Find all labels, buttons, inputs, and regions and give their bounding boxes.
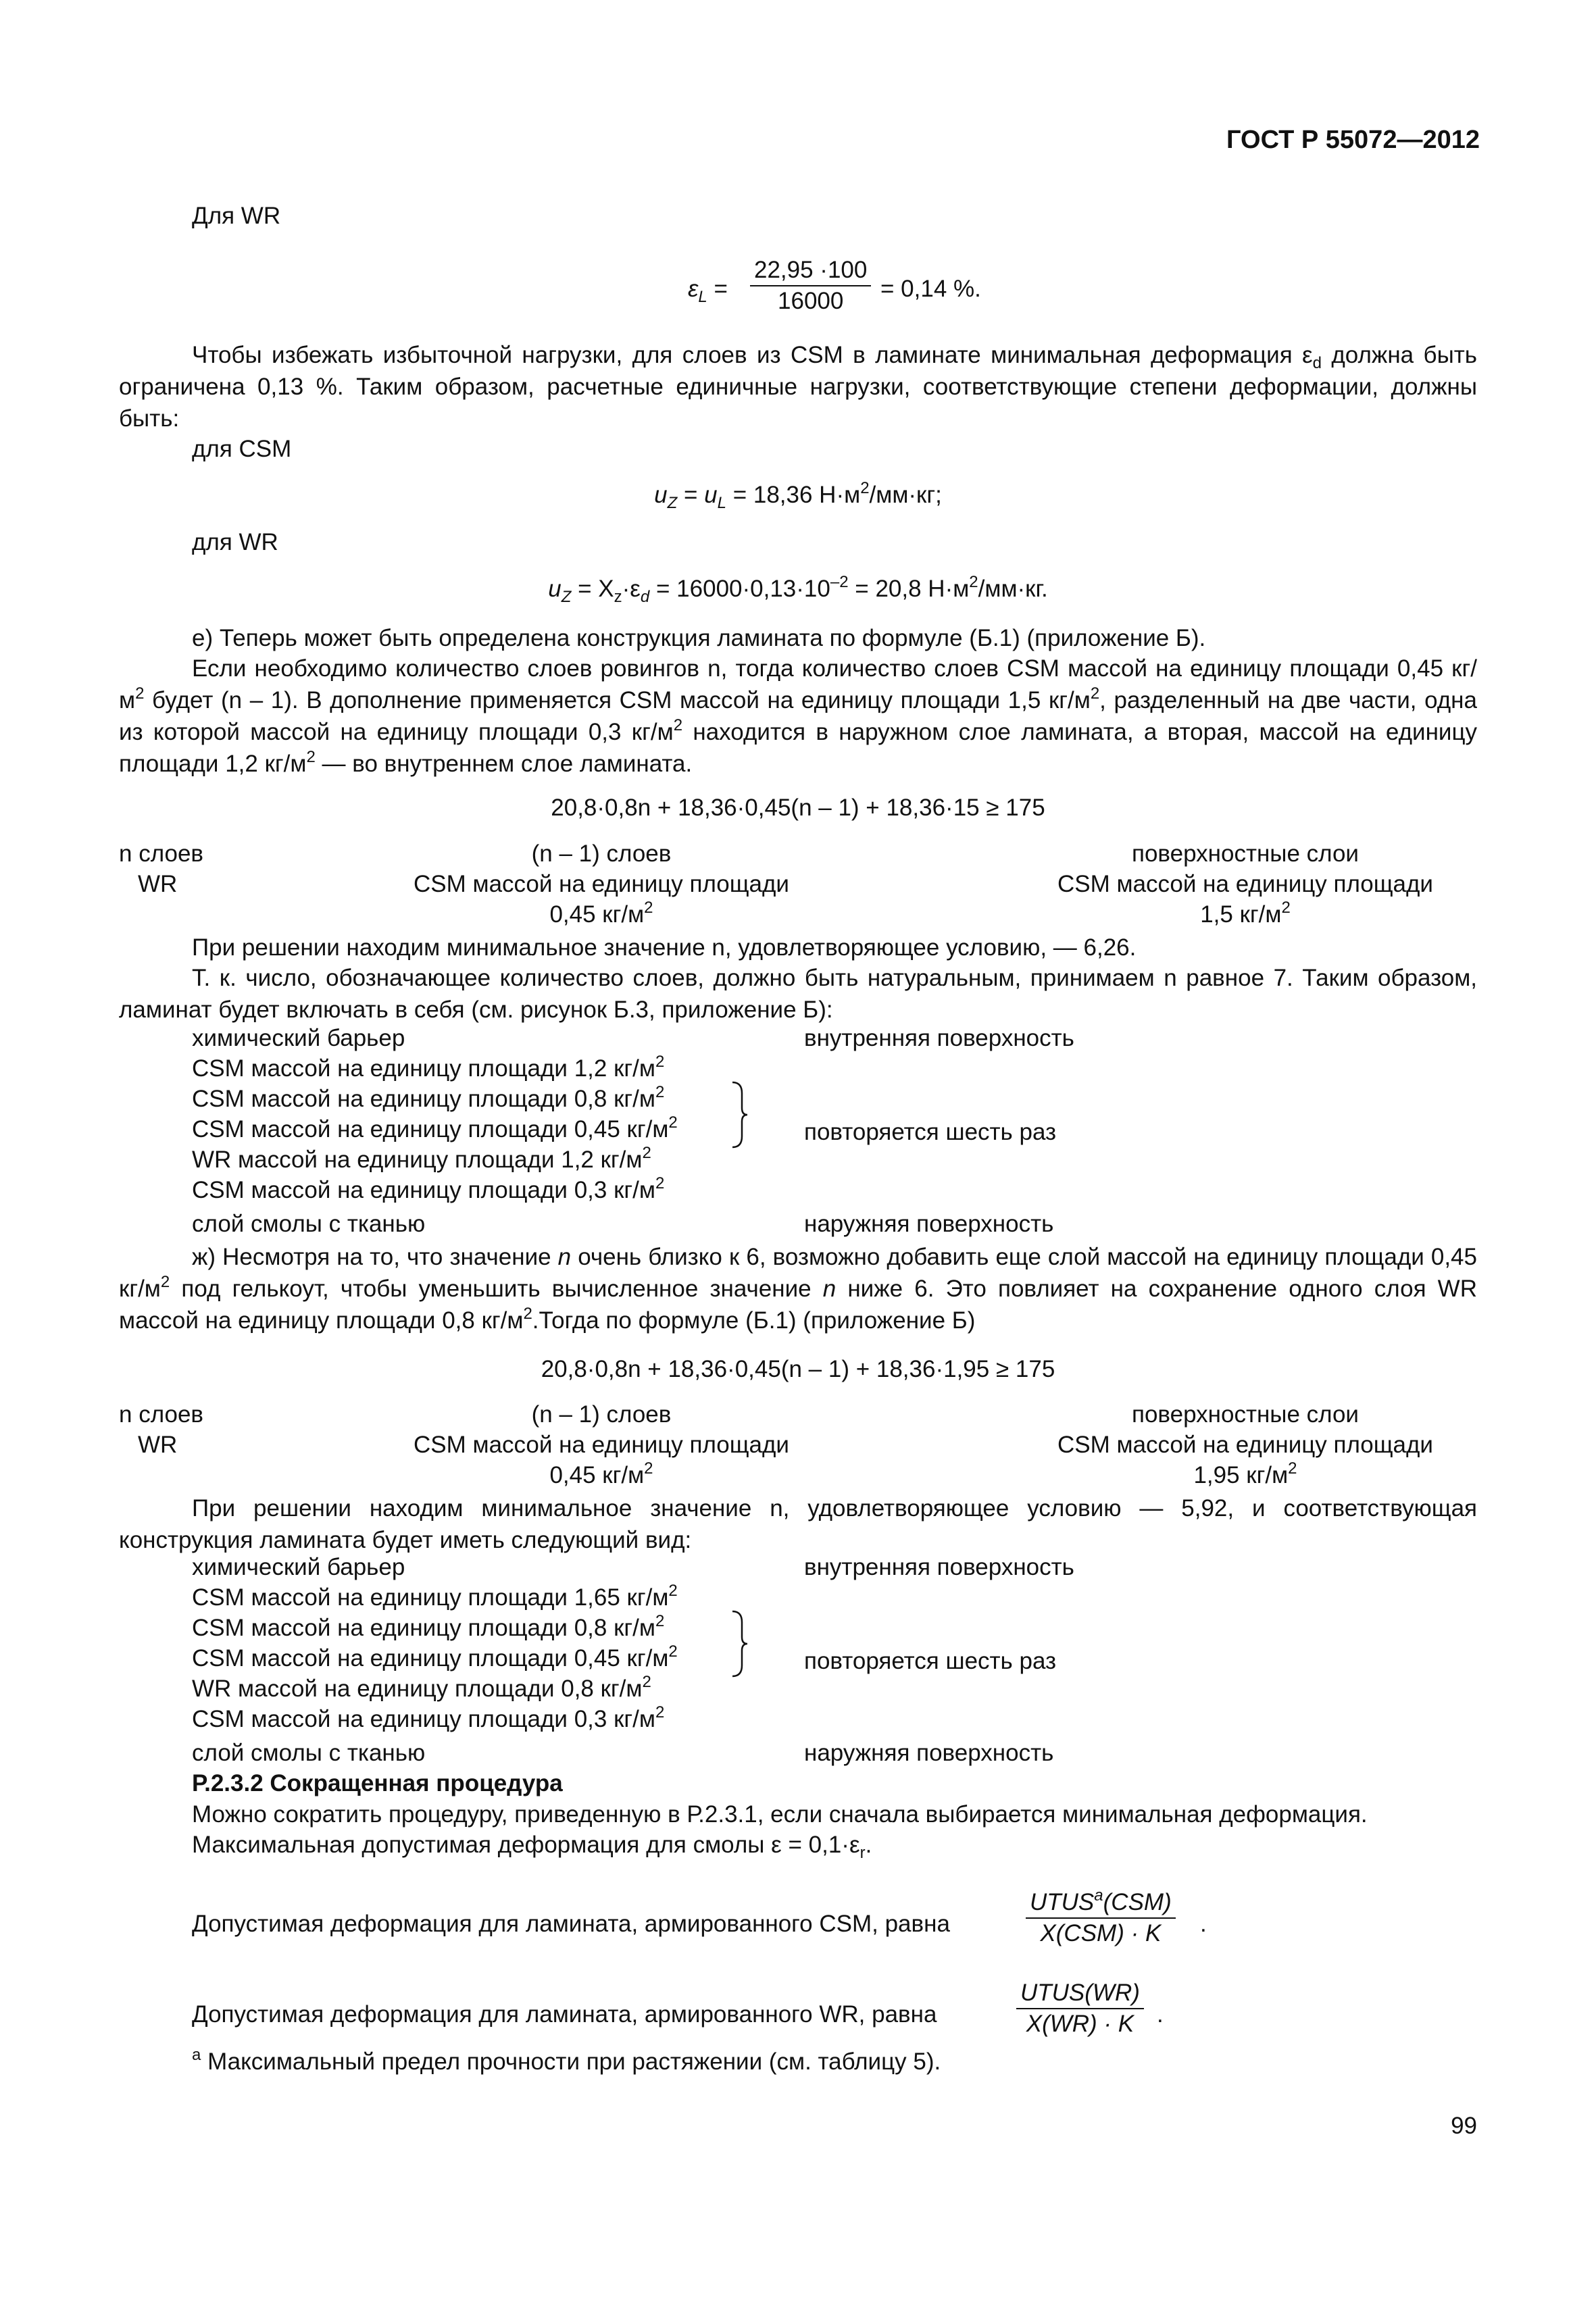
short-procedure-line-1: Можно сократить процедуру, приведенную в Р.2.3.1, если сначала выбирается минимальная деформация. <box>192 1801 1368 1828</box>
legend1-surface-layers: поверхностные слои <box>1132 840 1359 867</box>
list2-csm-08: CSM массой на единицу площади 0,8 $кг/м^2$ <box>192 1612 665 1641</box>
paragraph-solve-2: При решении находим минимальное значение n, удовлетворяющее условию — 5,92, и соответствующая конструкция ламината будет иметь следующий вид: <box>119 1495 1477 1553</box>
eq1-denominator: 16000 <box>778 288 844 314</box>
legend1-wr: WR <box>138 871 178 897</box>
wr-strain-end: . <box>1157 2001 1164 2028</box>
list1-chemical-barrier: химический барьер <box>192 1025 405 1051</box>
list1-inner-surface: внутренняя поверхность <box>804 1025 1074 1051</box>
list1-csm-08: CSM массой на единицу площади 0,8 $кг/м^2$ <box>192 1083 665 1112</box>
list1-repeats-six: повторяется шесть раз <box>804 1119 1057 1145</box>
list2-outer-surface: наружняя поверхность <box>804 1740 1054 1766</box>
inequality-1: 20,8·0,8n + 18,36·0,45(n – 1) + 18,36·15 ≥ 175 <box>551 795 1045 821</box>
list1-outer-surface: наружняя поверхность <box>804 1211 1054 1237</box>
legend1-n-layers: n слоев <box>119 840 204 867</box>
label-for-csm: для CSM <box>192 436 292 462</box>
eq2-uz-ul: $u_Z = u_L = 18,36$ $Н\cdot м^2/мм\cdot кг$; <box>654 479 942 512</box>
legend1-surface-csm: CSM массой на единицу площади <box>1057 871 1433 897</box>
legend1-csm-mass: CSM массой на единицу площади <box>414 871 789 897</box>
list1-wr-12: WR массой на единицу площади 1,2 $кг/м^2$ <box>192 1144 651 1173</box>
list2-resin-layer: слой смолы с тканью <box>192 1740 426 1766</box>
legend2-n-minus-1: (n – 1) слоев <box>531 1401 672 1428</box>
short-procedure-line-2: Максимальная допустимая деформация для смолы $\varepsilon = 0,1\cdot\varepsilon_r$. <box>192 1832 872 1862</box>
legend2-csm-mass: CSM массой на единицу площади <box>414 1432 789 1458</box>
legend2-wr: WR <box>138 1432 178 1458</box>
legend2-surface-csm: CSM массой на единицу площади <box>1057 1432 1433 1458</box>
legend2-csm-045: 0,45 $кг/м^2$ <box>549 1459 653 1488</box>
list2-inner-surface: внутренняя поверхность <box>804 1554 1074 1580</box>
wr-strain-text: Допустимая деформация для ламината, армированного WR, равна <box>192 2001 937 2028</box>
legend2-surface-195: 1,95 $кг/м^2$ <box>1193 1459 1297 1488</box>
label-for-wr-1: Для WR <box>192 203 281 229</box>
eq1-rhs: = 0,14 %. <box>880 276 981 302</box>
list2-csm-165: CSM массой на единицу площади 1,65 $кг/м^2$ <box>192 1582 678 1611</box>
legend1-n-minus-1: (n – 1) слоев <box>531 840 672 867</box>
footnote-a: $^a$ Максимальный предел прочности при растяжении (см. таблицу 5). <box>192 2046 941 2075</box>
list2-csm-03: CSM массой на единицу площади 0,3 $кг/м^2$ <box>192 1703 665 1732</box>
label-for-wr-2: для WR <box>192 529 278 555</box>
list2-chemical-barrier: химический барьер <box>192 1554 405 1580</box>
section-title-short-procedure: Р.2.3.2 Сокращенная процедура <box>192 1770 563 1796</box>
csm-strain-end: . <box>1200 1911 1207 1937</box>
csm-strain-numerator: UTUS$^a$(CSM) <box>1026 1889 1176 1919</box>
list1-resin-layer: слой смолы с тканью <box>192 1211 426 1237</box>
wr-strain-denominator: X(WR) · K <box>1026 2011 1134 2037</box>
csm-strain-fraction <box>1026 1886 1176 1947</box>
legend1-surface-15: 1,5 $кг/м^2$ <box>1200 899 1291 928</box>
legend2-surface-layers: поверхностные слои <box>1132 1401 1359 1428</box>
paragraph-e: е) Теперь может быть определена конструкция ламината по формуле (Б.1) (приложение Б). <box>192 625 1206 651</box>
list1-brace <box>728 1081 749 1149</box>
page-number: 99 <box>1451 2113 1477 2139</box>
inequality-2: 20,8·0,8n + 18,36·0,45(n – 1) + 18,36·1,95 ≥ 175 <box>541 1356 1055 1382</box>
eq1-fraction <box>750 257 871 315</box>
paragraph-layers: Если необходимо количество слоев ровингов n, тогда количество слоев CSM массой на единицу площади 0,45 $кг/м^2$ будет (n – 1). В дополнение применяется CSM массой на единицу площади 1,5 $кг/м^2$, разделенный на две части, одна из которой массой на единицу площади 0,3 $кг/м^2$ находится в наружном слое ламината, а вторая, массой на единицу площади 1,2 $кг/м^2$ — во внутреннем слое ламината. <box>119 655 1478 777</box>
list2-repeats-six: повторяется шесть раз <box>804 1648 1057 1674</box>
legend2-n-layers: n слоев <box>119 1401 204 1428</box>
eq1-numerator: 22,95 ·100 <box>750 257 871 286</box>
list2-wr-08: WR массой на единицу площади 0,8 $кг/м^2$ <box>192 1673 651 1702</box>
legend1-csm-045: 0,45 $кг/м^2$ <box>549 899 653 928</box>
wr-strain-numerator: UTUS(WR) <box>1016 1980 1144 2009</box>
paragraph-natural-number: Т. к. число, обозначающее количество слоев, должно быть натуральным, принимаем n равное 7. Таким образом, ламинат будет включать в себя (см. рисунок Б.3, приложение Б): <box>119 965 1477 1023</box>
eq1-lhs: $\varepsilon_L$ = <box>688 276 728 306</box>
csm-strain-denominator: X(CSM) · K <box>1040 1920 1162 1946</box>
document-header: ГОСТ Р 55072—2012 <box>1226 126 1480 154</box>
paragraph-solve-1: При решении находим минимальное значение n, удовлетворяющее условию, — 6,26. <box>192 934 1137 961</box>
list1-csm-03: CSM массой на единицу площади 0,3 $кг/м^2$ <box>192 1174 665 1203</box>
paragraph-overload: Чтобы избежать избыточной нагрузки, для слоев из CSM в ламинате минимальная деформация $\varepsilon_d$ должна быть ограничена 0,13 %. Таким образом, расчетные единичные нагрузки, соответствующие степени деформации, должны быть: <box>119 342 1477 432</box>
csm-strain-text: Допустимая деформация для ламината, армированного CSM, равна <box>192 1911 950 1937</box>
list1-csm-045: CSM массой на единицу площади 0,45 $кг/м^2$ <box>192 1113 678 1142</box>
paragraph-zh: ж) Несмотря на то, что значение n очень близко к 6, возможно добавить еще слой массой на единицу площади 0,45 $кг/м^2$ под гелькоут, чтобы уменьшить вычисленное значение n ниже 6. Это повлияет на сохранение одного слоя WR массой на единицу площади 0,8 $кг/м^2.Тогда$ по формуле (Б.1) (приложение Б) <box>119 1244 1477 1334</box>
list2-brace <box>728 1610 749 1678</box>
eq3-uz-wr: $u_Z = X_z\cdot\varepsilon_d = 16000\cdot 0,13\cdot 10^{-2} = 20,8$ $Н\cdot м^2/мм\cdot кг$. <box>548 573 1048 606</box>
list1-csm-12: CSM массой на единицу площади 1,2 $кг/м^2$ <box>192 1053 665 1082</box>
wr-strain-fraction <box>1016 1980 1144 2038</box>
list2-csm-045: CSM массой на единицу площади 0,45 $кг/м^2$ <box>192 1642 678 1671</box>
